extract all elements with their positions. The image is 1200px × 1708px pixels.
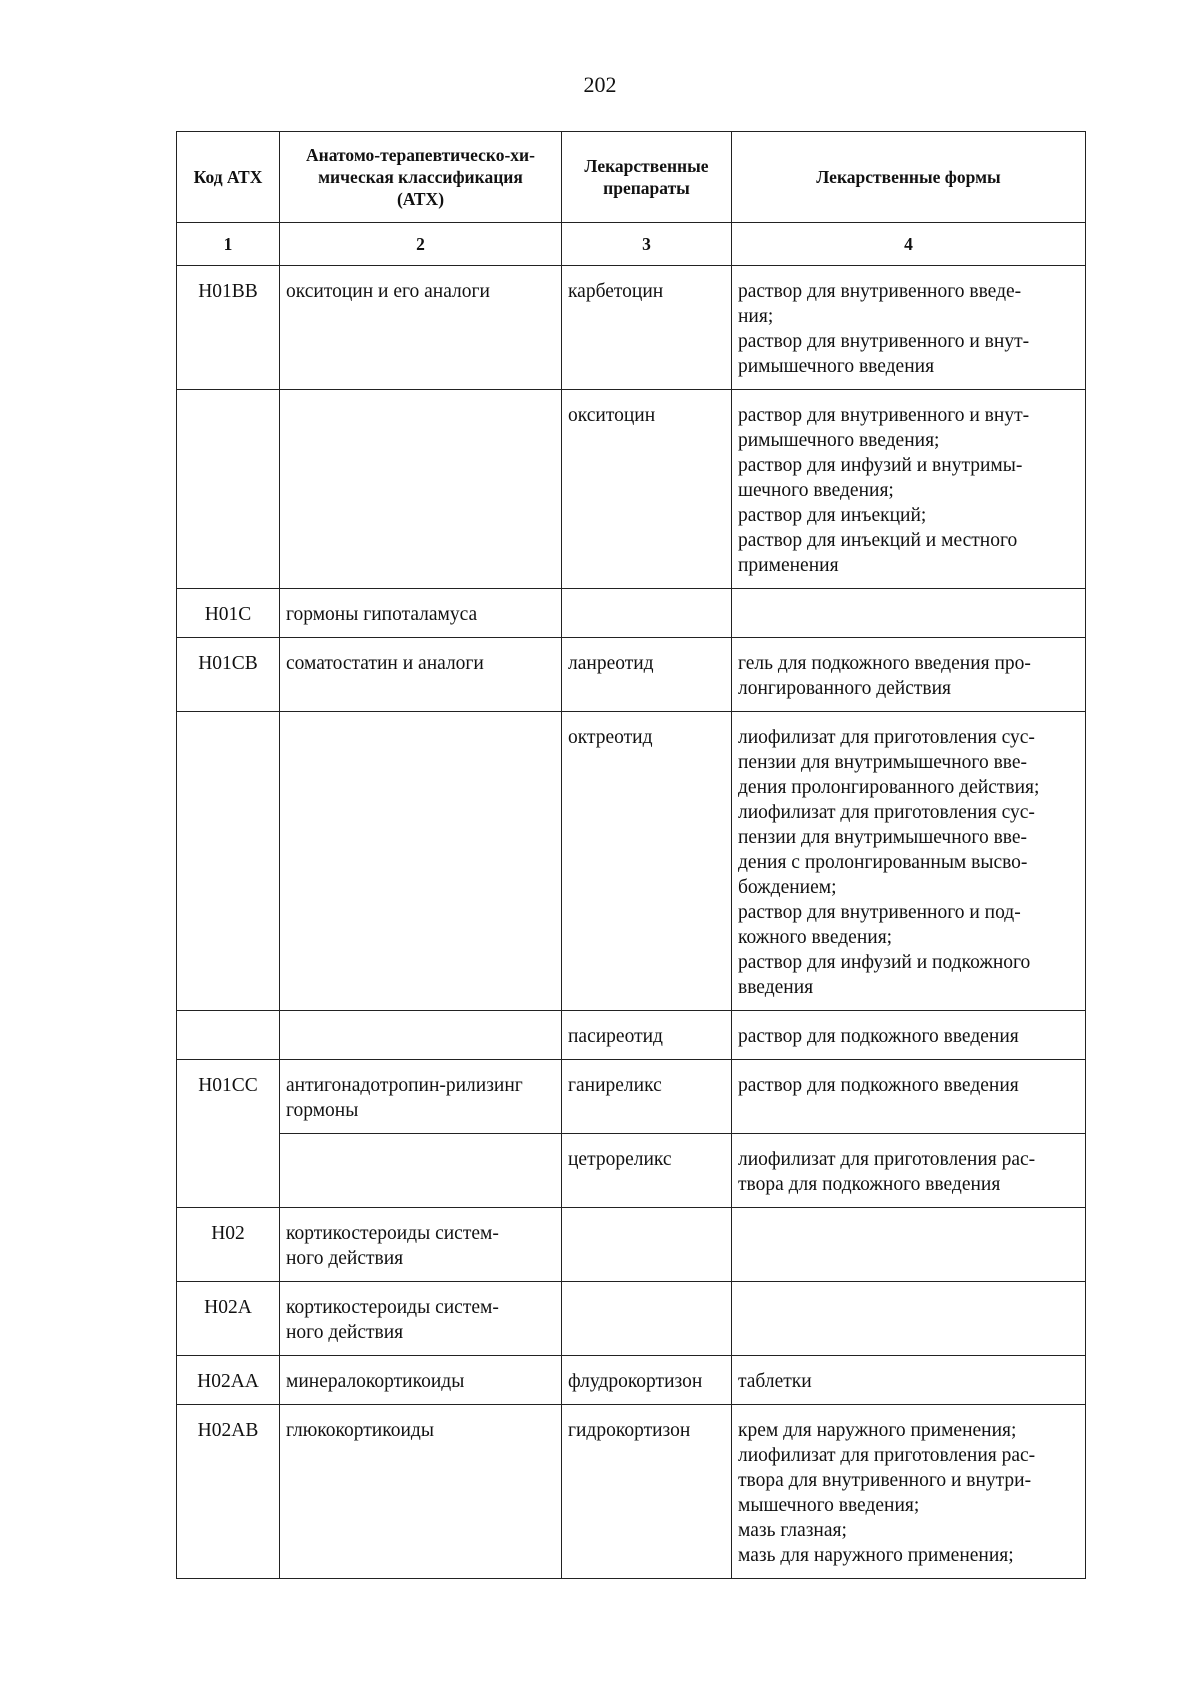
dosage-forms-cell: [732, 1208, 1086, 1282]
header-code: Код АТХ: [177, 132, 280, 223]
drug-cell: ганиреликс: [562, 1060, 732, 1134]
table-row: [177, 1134, 1086, 1208]
table-row: [177, 638, 1086, 712]
dosage-forms-cell: [732, 1134, 1086, 1208]
classification-cell-line: окситоцин и его аналоги: [286, 281, 490, 302]
atx-code-cell: H02AA: [177, 1356, 280, 1405]
dosage-forms-cell-line: мазь глазная;: [738, 1520, 847, 1541]
atx-code-cell: [177, 1134, 280, 1208]
classification-cell: [280, 638, 562, 712]
classification-cell: [280, 1011, 562, 1060]
dosage-forms-cell-line: таблетки: [738, 1371, 812, 1392]
column-number-row: [177, 223, 1086, 266]
classification-cell-line: гормоны гипоталамуса: [286, 604, 478, 625]
atx-code-cell: [177, 712, 280, 1011]
dosage-forms-cell-line: римышечного введения: [738, 356, 935, 377]
dosage-forms-cell-line: римышечного введения;: [738, 430, 940, 451]
dosage-forms-cell-line: мазь для наружного применения;: [738, 1545, 1014, 1566]
dosage-forms-cell-line: раствор для внутривенного и под-: [738, 902, 1021, 923]
drug-cell: [562, 1282, 732, 1356]
classification-cell-line: минералокортикоиды: [286, 1371, 465, 1392]
dosage-forms-cell: [732, 1356, 1086, 1405]
dosage-forms-cell: [732, 1011, 1086, 1060]
dosage-forms-cell: [732, 589, 1086, 638]
dosage-forms-cell-line: раствор для подкожного введения: [738, 1075, 1019, 1096]
table-row: [177, 1011, 1086, 1060]
dosage-forms-cell-line: дения с пролонгированным высво-: [738, 852, 1028, 873]
column-number: 1: [177, 223, 280, 266]
drug-cell: [562, 1208, 732, 1282]
table-row: [177, 1060, 1086, 1134]
dosage-forms-cell-line: бождением;: [738, 877, 837, 898]
header-classification: Анатомо-терапевтическо-хи- мическая классификация (АТХ): [280, 132, 562, 223]
drug-cell: карбетоцин: [562, 266, 732, 390]
dosage-forms-cell-line: применения: [738, 555, 839, 576]
dosage-forms-cell-line: крем для наружного применения;: [738, 1420, 1017, 1441]
atx-code-cell: [177, 390, 280, 589]
column-number: 4: [732, 223, 1086, 266]
drug-cell: [562, 589, 732, 638]
classification-cell: [280, 1208, 562, 1282]
classification-cell-line: кортикостероиды систем-: [286, 1223, 499, 1244]
dosage-forms-cell-line: пензии для внутримышечного вве-: [738, 752, 1028, 773]
dosage-forms-cell-line: твора для внутривенного и внутри-: [738, 1470, 1032, 1491]
classification-cell-line: ного действия: [286, 1248, 404, 1269]
atx-code-cell: H02A: [177, 1282, 280, 1356]
dosage-forms-cell: [732, 1060, 1086, 1134]
dosage-forms-cell-line: лонгированного действия: [738, 678, 952, 699]
table-row: [177, 1356, 1086, 1405]
classification-cell: [280, 712, 562, 1011]
page-number: 202: [583, 72, 617, 97]
table-row: [177, 1208, 1086, 1282]
dosage-forms-cell-line: лиофилизат для приготовления рас-: [738, 1149, 1036, 1170]
atx-code-cell: H01CC: [177, 1060, 280, 1134]
dosage-forms-cell-line: дения пролонгированного действия;: [738, 777, 1040, 798]
dosage-forms-cell-line: раствор для инъекций и местного: [738, 530, 1018, 551]
dosage-forms-cell: [732, 1282, 1086, 1356]
dosage-forms-cell-line: раствор для внутривенного введе-: [738, 281, 1022, 302]
drug-cell: флудрокортизон: [562, 1356, 732, 1405]
dosage-forms-cell-line: кожного введения;: [738, 927, 893, 948]
classification-cell: [280, 1356, 562, 1405]
drug-cell: пасиреотид: [562, 1011, 732, 1060]
header-drugs: Лекарственные препараты: [562, 132, 732, 223]
classification-cell-line: антигонадотропин-рилизинг: [286, 1075, 523, 1096]
classification-cell: [280, 1060, 562, 1134]
classification-cell-line: ного действия: [286, 1322, 404, 1343]
column-number: 2: [280, 223, 562, 266]
dosage-forms-cell-line: шечного введения;: [738, 480, 894, 501]
classification-cell-line: гормоны: [286, 1100, 359, 1121]
classification-cell: [280, 1405, 562, 1579]
dosage-forms-cell-line: мышечного введения;: [738, 1495, 920, 1516]
table-body: [177, 266, 1086, 1579]
atx-code-cell: H01C: [177, 589, 280, 638]
atx-drug-table: [176, 131, 1086, 1579]
table-row: [177, 712, 1086, 1011]
dosage-forms-cell-line: ния;: [738, 306, 774, 327]
atx-code-cell: [177, 1011, 280, 1060]
dosage-forms-cell-line: раствор для внутривенного и внут-: [738, 331, 1030, 352]
classification-cell-line: соматостатин и аналоги: [286, 653, 484, 674]
classification-cell: [280, 589, 562, 638]
dosage-forms-cell: [732, 1405, 1086, 1579]
atx-code-cell: H02: [177, 1208, 280, 1282]
dosage-forms-cell: [732, 712, 1086, 1011]
table-row: [177, 1405, 1086, 1579]
table-row: [177, 589, 1086, 638]
drug-cell: окситоцин: [562, 390, 732, 589]
dosage-forms-cell-line: пензии для внутримышечного вве-: [738, 827, 1028, 848]
table-row: [177, 390, 1086, 589]
dosage-forms-cell-line: раствор для инфузий и внутримы-: [738, 455, 1023, 476]
classification-cell-line: кортикостероиды систем-: [286, 1297, 499, 1318]
atx-code-cell: H02AB: [177, 1405, 280, 1579]
classification-cell-line: глюкокортикоиды: [286, 1420, 434, 1441]
dosage-forms-cell-line: раствор для внутривенного и внут-: [738, 405, 1030, 426]
dosage-forms-cell-line: лиофилизат для приготовления сус-: [738, 802, 1035, 823]
table-row: [177, 1282, 1086, 1356]
dosage-forms-cell-line: раствор для инъекций;: [738, 505, 927, 526]
classification-cell: [280, 1282, 562, 1356]
drug-cell: цетрореликс: [562, 1134, 732, 1208]
drug-cell: гидрокортизон: [562, 1405, 732, 1579]
dosage-forms-cell-line: гель для подкожного введения про-: [738, 653, 1031, 674]
classification-cell: [280, 1134, 562, 1208]
dosage-forms-cell-line: лиофилизат для приготовления сус-: [738, 727, 1035, 748]
dosage-forms-cell-line: введения: [738, 977, 814, 998]
column-number: 3: [562, 223, 732, 266]
drug-cell: октреотид: [562, 712, 732, 1011]
atx-code-cell: H01BB: [177, 266, 280, 390]
dosage-forms-cell: [732, 638, 1086, 712]
dosage-forms-cell: [732, 390, 1086, 589]
atx-code-cell: H01CB: [177, 638, 280, 712]
classification-cell: [280, 266, 562, 390]
table-row: [177, 266, 1086, 390]
dosage-forms-cell: [732, 266, 1086, 390]
dosage-forms-cell-line: твора для подкожного введения: [738, 1174, 1001, 1195]
dosage-forms-cell-line: лиофилизат для приготовления рас-: [738, 1445, 1036, 1466]
drug-cell: ланреотид: [562, 638, 732, 712]
header-forms: Лекарственные формы: [732, 132, 1086, 223]
classification-cell: [280, 390, 562, 589]
dosage-forms-cell-line: раствор для инфузий и подкожного: [738, 952, 1031, 973]
header-row: [177, 132, 1086, 223]
dosage-forms-cell-line: раствор для подкожного введения: [738, 1026, 1019, 1047]
